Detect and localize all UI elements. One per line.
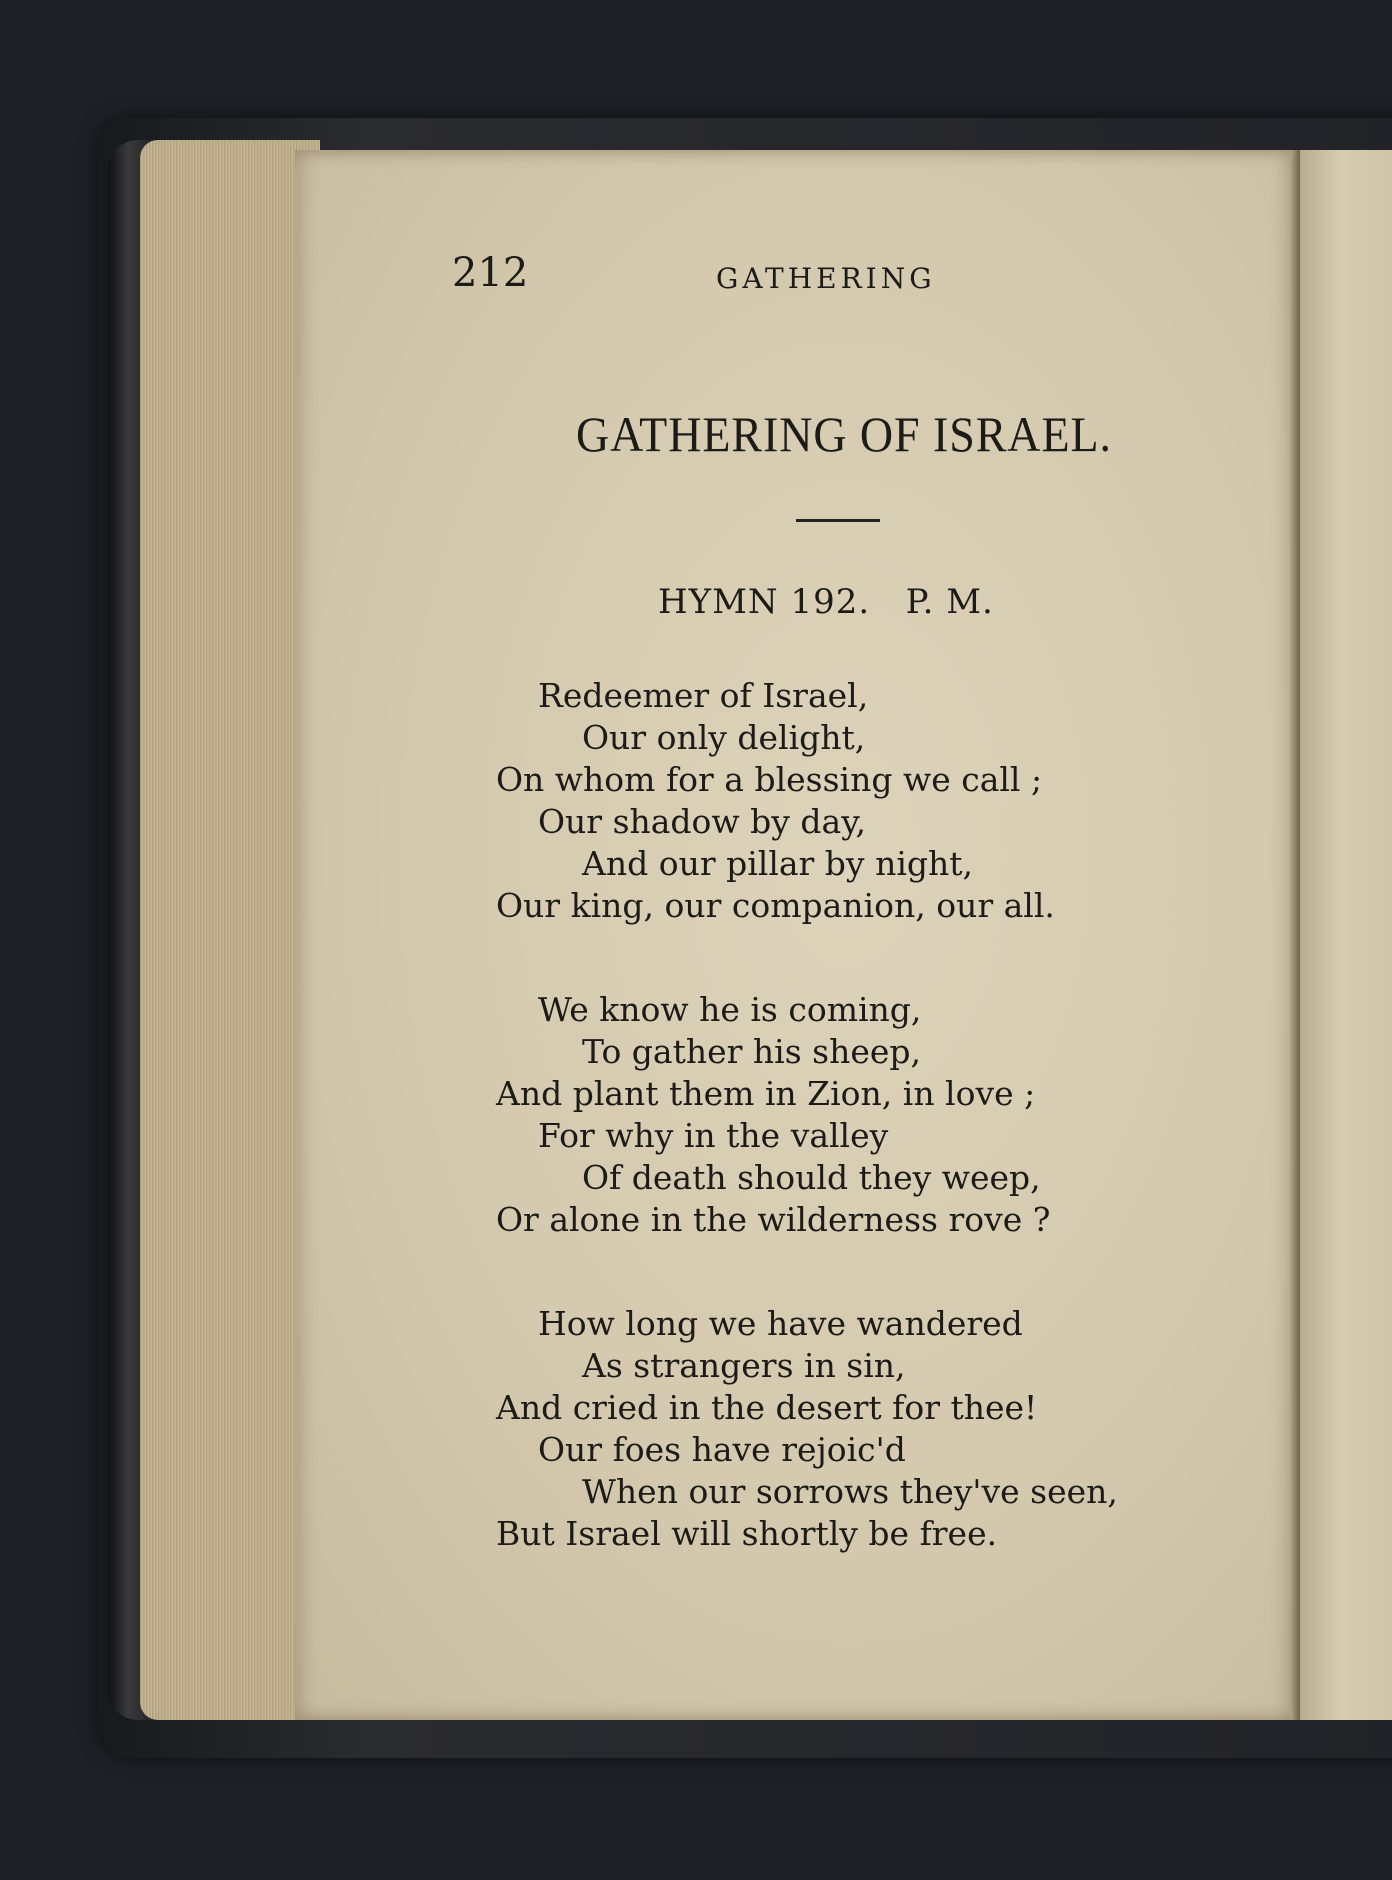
verse-line: Redeemer of Israel, [538, 676, 869, 715]
verse-line: Our shadow by day, [538, 802, 866, 841]
page-gutter [1290, 150, 1300, 1720]
verse-line: And cried in the desert for thee! [496, 1388, 1038, 1427]
verse-line: But Israel will shortly be free. [496, 1514, 998, 1553]
verse-line: And our pillar by night, [582, 844, 974, 883]
verse-line: Our king, our companion, our all. [496, 886, 1055, 925]
verse-line: Our only delight, [582, 718, 866, 757]
verse-line: For why in the valley [538, 1116, 889, 1155]
verse-line: To gather his sheep, [582, 1032, 922, 1071]
verse-line: Our foes have rejoic'd [538, 1430, 906, 1469]
verse-line: When our sorrows they've seen, [582, 1472, 1118, 1511]
verse-line: On whom for a blessing we call ; [496, 760, 1043, 799]
verse-line: Or alone in the wilderness rove ? [496, 1200, 1051, 1239]
hymn-title: GATHERING OF ISRAEL. [576, 406, 1112, 462]
verse-line: And plant them in Zion, in love ; [496, 1074, 1036, 1113]
verse-line: Of death should they weep, [582, 1158, 1041, 1197]
page-block-edges [140, 140, 320, 1720]
hymn-heading: HYMN 192. P. M. [658, 582, 994, 622]
running-head: GATHERING [716, 262, 936, 295]
verse-line: We know he is coming, [538, 990, 922, 1029]
right-page-edge [1300, 150, 1392, 1720]
page-number: 212 [452, 250, 529, 296]
verse-line: As strangers in sin, [582, 1346, 906, 1385]
verse-line: How long we have wandered [538, 1304, 1023, 1343]
title-rule [796, 519, 880, 522]
